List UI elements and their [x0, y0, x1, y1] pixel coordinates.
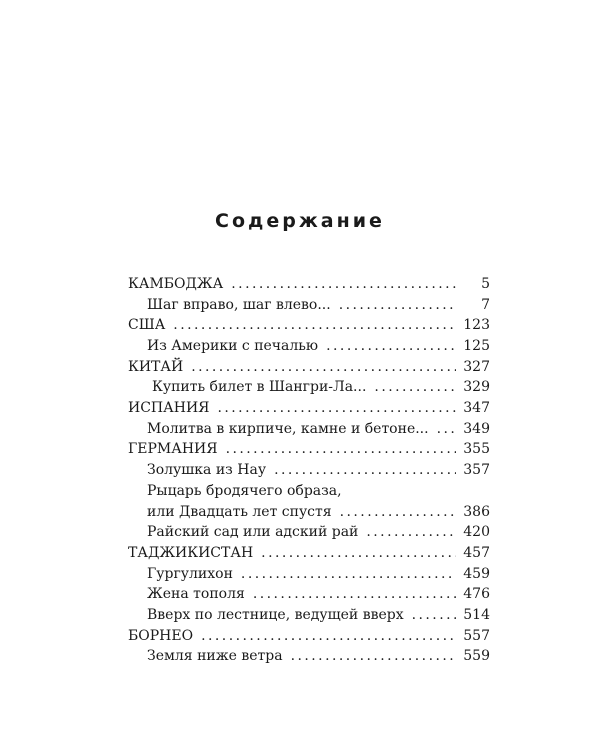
contents-title: Содержание: [215, 210, 385, 232]
toc-entry-label: Земля ниже ветра: [147, 648, 283, 665]
toc-entry-chapter[interactable]: [128, 336, 490, 357]
dot-leader: [366, 522, 456, 543]
toc-entry-chapter[interactable]: [128, 646, 490, 667]
toc-entry-page: 349: [463, 420, 490, 437]
toc-entry-page: 357: [463, 462, 490, 479]
toc-entry-chapter-line1[interactable]: [128, 481, 490, 502]
toc-entry-label: или Двадцать лет спустя: [147, 503, 332, 520]
dot-leader: [326, 336, 456, 357]
dot-leader: [241, 564, 456, 585]
toc-entry-label: Жена тополя: [147, 586, 245, 603]
toc-entry-chapter[interactable]: [128, 502, 490, 523]
toc-entry-page: 386: [463, 503, 490, 520]
toc-entry-country[interactable]: [128, 315, 490, 336]
dot-leader: [340, 502, 456, 523]
toc-entry-chapter[interactable]: [128, 460, 490, 481]
table-of-contents: [128, 274, 490, 667]
dot-leader: [291, 646, 456, 667]
dot-leader: [412, 605, 456, 626]
toc-entry-label: Из Америки с печалью: [147, 338, 319, 355]
toc-entry-page: 7: [481, 296, 490, 313]
toc-entry-label: Рыцарь бродячего образа,: [147, 482, 342, 499]
dot-leader: [261, 543, 456, 564]
dot-leader: [191, 357, 456, 378]
toc-entry-country[interactable]: [128, 543, 490, 564]
toc-entry-label: Шаг вправо, шаг влево...: [147, 296, 331, 313]
toc-entry-page: 327: [463, 358, 490, 375]
toc-entry-page: 125: [463, 338, 490, 355]
toc-entry-label: ТАДЖИКИСТАН: [128, 544, 254, 561]
toc-entry-label: ИСПАНИЯ: [128, 400, 210, 417]
toc-entry-chapter[interactable]: [128, 564, 490, 585]
toc-entry-country[interactable]: [128, 274, 490, 295]
dot-leader: [274, 460, 456, 481]
dot-leader: [231, 274, 456, 295]
toc-entry-page: 557: [463, 627, 490, 644]
dot-leader: [201, 626, 456, 647]
toc-entry-page: 123: [463, 317, 490, 334]
dot-leader: [226, 439, 456, 460]
dot-leader: [437, 419, 456, 440]
toc-entry-page: 347: [463, 400, 490, 417]
toc-entry-page: 459: [463, 565, 490, 582]
toc-entry-page: 457: [463, 544, 490, 561]
toc-entry-page: 476: [463, 586, 490, 603]
dot-leader: [253, 584, 456, 605]
toc-entry-page: 559: [463, 648, 490, 665]
dot-leader: [217, 398, 456, 419]
toc-entry-chapter[interactable]: [128, 419, 490, 440]
toc-entry-country[interactable]: [128, 357, 490, 378]
toc-entry-label: Райский сад или адский рай: [147, 524, 359, 541]
toc-entry-page: 5: [481, 275, 490, 292]
dot-leader: [374, 377, 456, 398]
dot-leader: [173, 315, 456, 336]
toc-entry-chapter[interactable]: [128, 584, 490, 605]
toc-entry-country[interactable]: [128, 626, 490, 647]
toc-entry-page: 514: [463, 606, 490, 623]
toc-entry-label: Молитва в кирпиче, камне и бетоне...: [147, 420, 429, 437]
toc-entry-label: КИТАЙ: [128, 358, 184, 375]
toc-entry-country[interactable]: [128, 440, 490, 461]
dot-leader: [339, 295, 456, 316]
toc-entry-label: Гургулихон: [147, 565, 233, 582]
toc-entry-label: Вверх по лестнице, ведущей вверх: [147, 606, 404, 623]
toc-entry-chapter[interactable]: [128, 605, 490, 626]
toc-entry-label: КАМБОДЖА: [128, 275, 224, 292]
toc-entry-chapter[interactable]: [128, 295, 490, 316]
toc-entry-label: США: [128, 317, 166, 334]
toc-entry-page: 329: [463, 379, 490, 396]
toc-entry-chapter[interactable]: [128, 377, 490, 398]
toc-entry-label: Золушка из Нау: [147, 462, 267, 479]
toc-entry-label: ГЕРМАНИЯ: [128, 441, 218, 458]
toc-entry-chapter[interactable]: [128, 522, 490, 543]
toc-entry-page: 420: [463, 524, 490, 541]
toc-entry-page: 355: [463, 441, 490, 458]
toc-entry-country[interactable]: [128, 398, 490, 419]
toc-entry-label: БОРНЕО: [128, 627, 194, 644]
toc-entry-label: Купить билет в Шангри-Ла...: [152, 379, 367, 396]
